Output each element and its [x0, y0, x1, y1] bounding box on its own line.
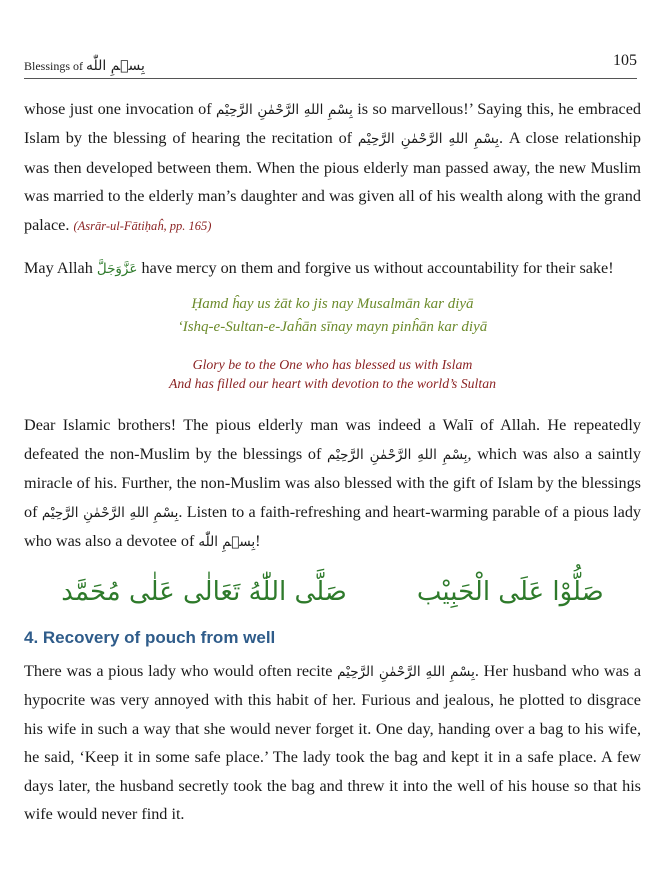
basmala-inline: بِسْمِ اللهِ الرَّحْمٰنِ الرَّحِيْم — [357, 131, 499, 148]
basmala-short-inline: بِسۡمِ اللّٰه — [198, 534, 256, 551]
p2-text-1: May Allah — [24, 259, 93, 278]
p1-text-3: . A close relationship was then developed between them. When the pious elderly man passed away, the new Muslim was married to the elderly man’s daughter and was given all of his wealth along with the grand palace. — [24, 129, 642, 234]
poem-urdu-line: Ḥamd ĥay us żāt ko jis nay Musalmān kar diyā — [191, 296, 474, 313]
poem-urdu — [24, 293, 641, 339]
basmala-inline: بِسْمِ اللهِ الرَّحْمٰنِ الرَّحِيْم — [327, 446, 468, 463]
p3-text-2: , which was also a saintly miracle of his. Further, the non-Muslim was also blessed with the gift of Islam by the blessings of — [24, 444, 641, 521]
page-header — [24, 50, 637, 76]
page-content — [24, 95, 641, 828]
running-title — [24, 58, 145, 74]
p3-text-1: Dear Islamic brothers! The pious elderly man was indeed a Walī of Allah. He repeatedly defeated the non-Muslim by the blessings of — [24, 416, 641, 463]
paragraph-4 — [24, 657, 641, 828]
header-rule — [24, 78, 637, 79]
poem-english-line: Glory be to the One who has blessed us with Islam — [192, 357, 473, 373]
salawat-right: صَلُّوْا عَلَى الْحَبِيْب — [416, 577, 604, 608]
p3-text-3: . Listen to a faith-refreshing and heart-warming parable of a pious lady who was also a devotee of — [24, 502, 642, 551]
basmala-inline: بِسْمِ اللهِ الرَّحْمٰنِ الرَّحِيْم — [41, 504, 179, 521]
basmala-inline: بِسْمِ اللهِ الرَّحْمٰنِ الرَّحِيْم — [216, 102, 353, 118]
section-heading: 4. Recovery of pouch from well — [24, 627, 276, 647]
p1-text-2: is so marvellous!’ Saying this, he embraced Islam by the blessing of hearing the recitation of — [24, 100, 642, 148]
p4-text-2: . Her husband who was a hypocrite was very annoyed with this habit of her. Furious and jealous, he plotted to disgrace his wife in such a way that she would never forget it. One day, handing over a bag to his wife, he said, ‘Keep it in some safe place.’ The lady took the bag and kept it in a safe place. A few days later, the husband secretly took the bag and threw it into the well of his house so that his wife would never find it. — [24, 661, 642, 823]
basmala-inline: بِسْمِ اللهِ الرَّحْمٰنِ الرَّحِيْم — [337, 663, 475, 680]
poem-english-line: And has filled our heart with devotion to the world’s Sultan — [168, 376, 497, 392]
paragraph-1 — [24, 95, 641, 240]
running-title-text: Blessings of — [24, 59, 84, 73]
poem-english — [24, 355, 641, 393]
paragraph-2 — [24, 254, 641, 283]
p3-text-4: ! — [255, 532, 261, 551]
p2-text-2: have mercy on them and forgive us without accountability for their sake! — [141, 259, 614, 278]
page-number: 105 — [613, 52, 637, 69]
salawat-line — [24, 578, 641, 606]
azza-wajal: عَزَّوَجَلَّ — [96, 261, 138, 278]
paragraph-3 — [24, 411, 641, 556]
running-title-arabic: بِسۡمِ اللّٰه — [86, 58, 145, 74]
reference-citation: (Asrār-ul-Fātiḥaĥ, pp. 165) — [73, 218, 212, 233]
p1-text-1: whose just one invocation of — [24, 100, 212, 118]
p4-text-1: There was a pious lady who would often recite — [24, 661, 333, 680]
salawat-left: صَلَّى اللّٰهُ تَعَالٰى عَلٰى مُحَمَّد — [61, 577, 347, 608]
poem-urdu-line: ‘Ishq-e-Sultan-e-Jaĥān sīnay mayn pinĥān kar diyā — [177, 319, 488, 336]
